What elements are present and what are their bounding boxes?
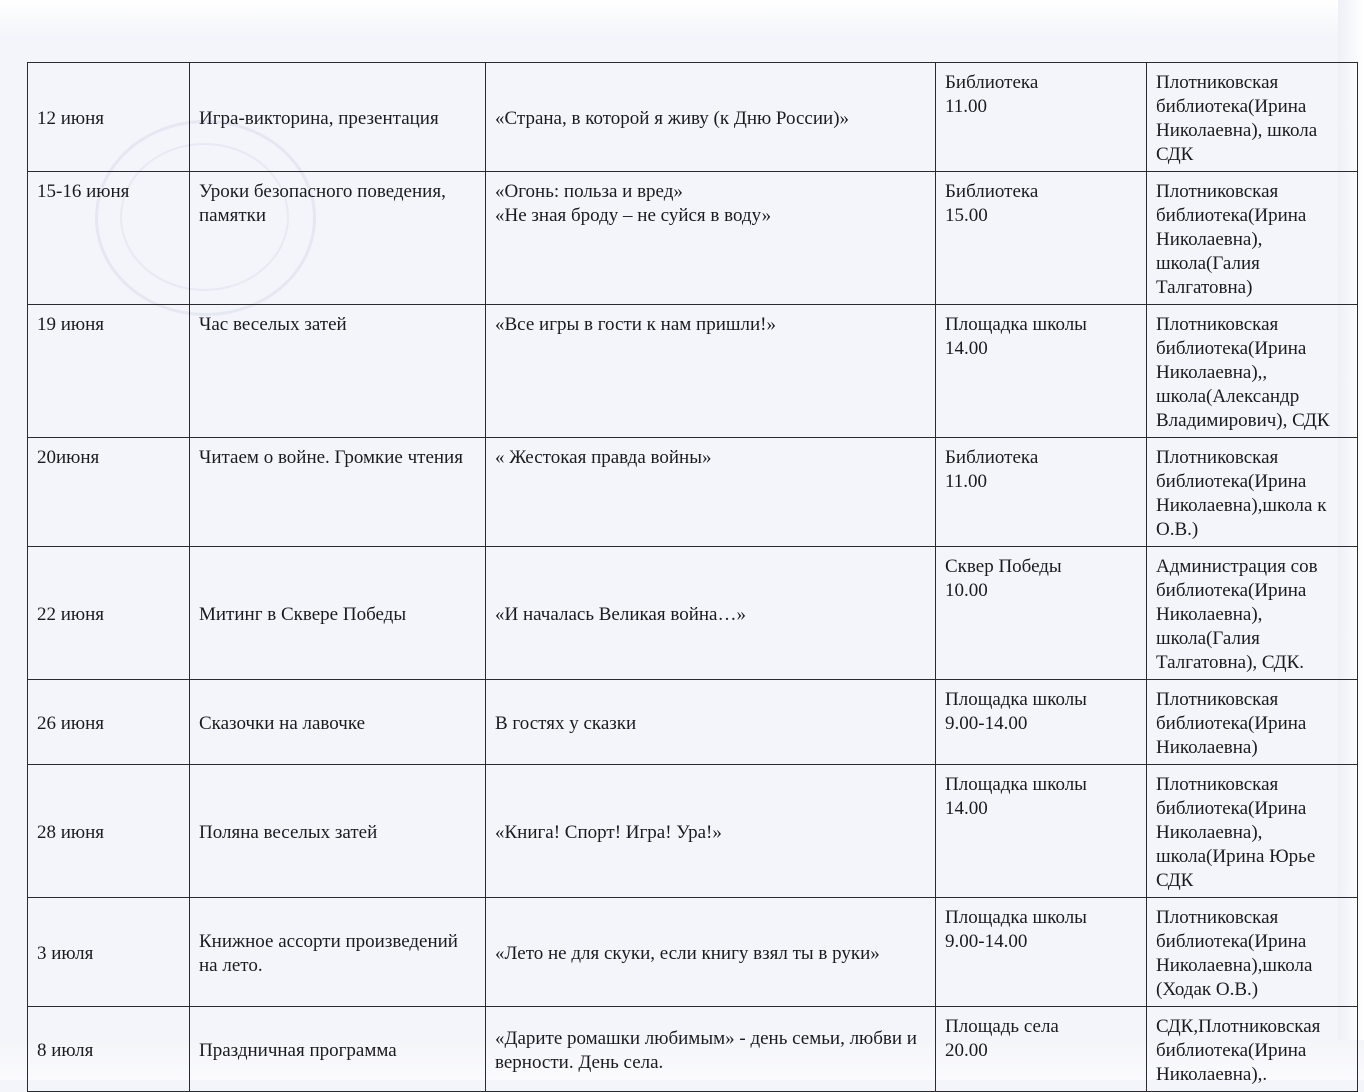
event-title-cell: « Жестокая правда войны» — [486, 438, 936, 547]
date-cell: 15-16 июня — [28, 172, 190, 305]
date-cell: 28 июня — [28, 765, 190, 898]
responsible-cell: Плотниковская библиотека(Ирина Николаевна), школа(Галия Талгатовна) — [1147, 172, 1358, 305]
event-title-cell: «Огонь: польза и вред» «Не зная броду – не суйся в воду» — [486, 172, 936, 305]
responsible-cell: Плотниковская библиотека(Ирина Николаевна) — [1147, 680, 1358, 765]
event-title-cell: В гостях у сказки — [486, 680, 936, 765]
place-time-cell: Площадь села 20.00 — [936, 1007, 1147, 1092]
place-time-cell: Сквер Победы 10.00 — [936, 547, 1147, 680]
table-row — [28, 172, 1358, 305]
event-form-cell: Час веселых затей — [190, 305, 486, 438]
event-title-cell: «Книга! Спорт! Игра! Ура!» — [486, 765, 936, 898]
responsible-cell: СДК,Плотниковская библиотека(Ирина Николаевна),. — [1147, 1007, 1358, 1092]
event-form-cell: Праздничная программа — [190, 1007, 486, 1092]
table-row — [28, 680, 1358, 765]
event-title-cell: «Страна, в которой я живу (к Дню России)» — [486, 63, 936, 172]
event-form-cell: Игра-викторина, презентация — [190, 63, 486, 172]
event-form-cell: Поляна веселых затей — [190, 765, 486, 898]
table-row — [28, 898, 1358, 1007]
table-row — [28, 1007, 1358, 1092]
table-row — [28, 547, 1358, 680]
responsible-cell: Плотниковская библиотека(Ирина Николаевна),, школа(Александр Владимирович), СДК — [1147, 305, 1358, 438]
place-time-cell: Площадка школы 9.00-14.00 — [936, 680, 1147, 765]
event-form-cell: Митинг в Сквере Победы — [190, 547, 486, 680]
table-row — [28, 438, 1358, 547]
date-cell: 12 июня — [28, 63, 190, 172]
table-row — [28, 305, 1358, 438]
responsible-cell: Плотниковская библиотека(Ирина Николаевна),школа к О.В.) — [1147, 438, 1358, 547]
place-time-cell: Площадка школы 14.00 — [936, 305, 1147, 438]
event-title-cell: «Лето не для скуки, если книгу взял ты в руки» — [486, 898, 936, 1007]
scan-edge-top — [0, 0, 1364, 36]
event-title-cell: «Все игры в гости к нам пришли!» — [486, 305, 936, 438]
place-time-cell: Библиотека 11.00 — [936, 438, 1147, 547]
place-time-cell: Площадка школы 9.00-14.00 — [936, 898, 1147, 1007]
date-cell: 8 июля — [28, 1007, 190, 1092]
event-form-cell: Читаем о войне. Громкие чтения — [190, 438, 486, 547]
date-cell: 22 июня — [28, 547, 190, 680]
table-row — [28, 765, 1358, 898]
event-title-cell: «И началась Великая война…» — [486, 547, 936, 680]
responsible-cell: Администрация сов библиотека(Ирина Николаевна), школа(Галия Талгатовна), СДК. — [1147, 547, 1358, 680]
date-cell: 26 июня — [28, 680, 190, 765]
date-cell: 20июня — [28, 438, 190, 547]
date-cell: 19 июня — [28, 305, 190, 438]
responsible-cell: Плотниковская библиотека(Ирина Николаевна), школа СДК — [1147, 63, 1358, 172]
table-row — [28, 63, 1358, 172]
responsible-cell: Плотниковская библиотека(Ирина Николаевна), школа(Ирина Юрье СДК — [1147, 765, 1358, 898]
date-cell: 3 июля — [28, 898, 190, 1007]
event-title-cell: «Дарите ромашки любимым» - день семьи, любви и верности. День села. — [486, 1007, 936, 1092]
schedule-table — [27, 62, 1358, 1092]
event-form-cell: Сказочки на лавочке — [190, 680, 486, 765]
place-time-cell: Библиотека 15.00 — [936, 172, 1147, 305]
place-time-cell: Библиотека 11.00 — [936, 63, 1147, 172]
event-form-cell: Книжное ассорти произведений на лето. — [190, 898, 486, 1007]
event-form-cell: Уроки безопасного поведения, памятки — [190, 172, 486, 305]
place-time-cell: Площадка школы 14.00 — [936, 765, 1147, 898]
responsible-cell: Плотниковская библиотека(Ирина Николаевна),школа (Ходак О.В.) — [1147, 898, 1358, 1007]
